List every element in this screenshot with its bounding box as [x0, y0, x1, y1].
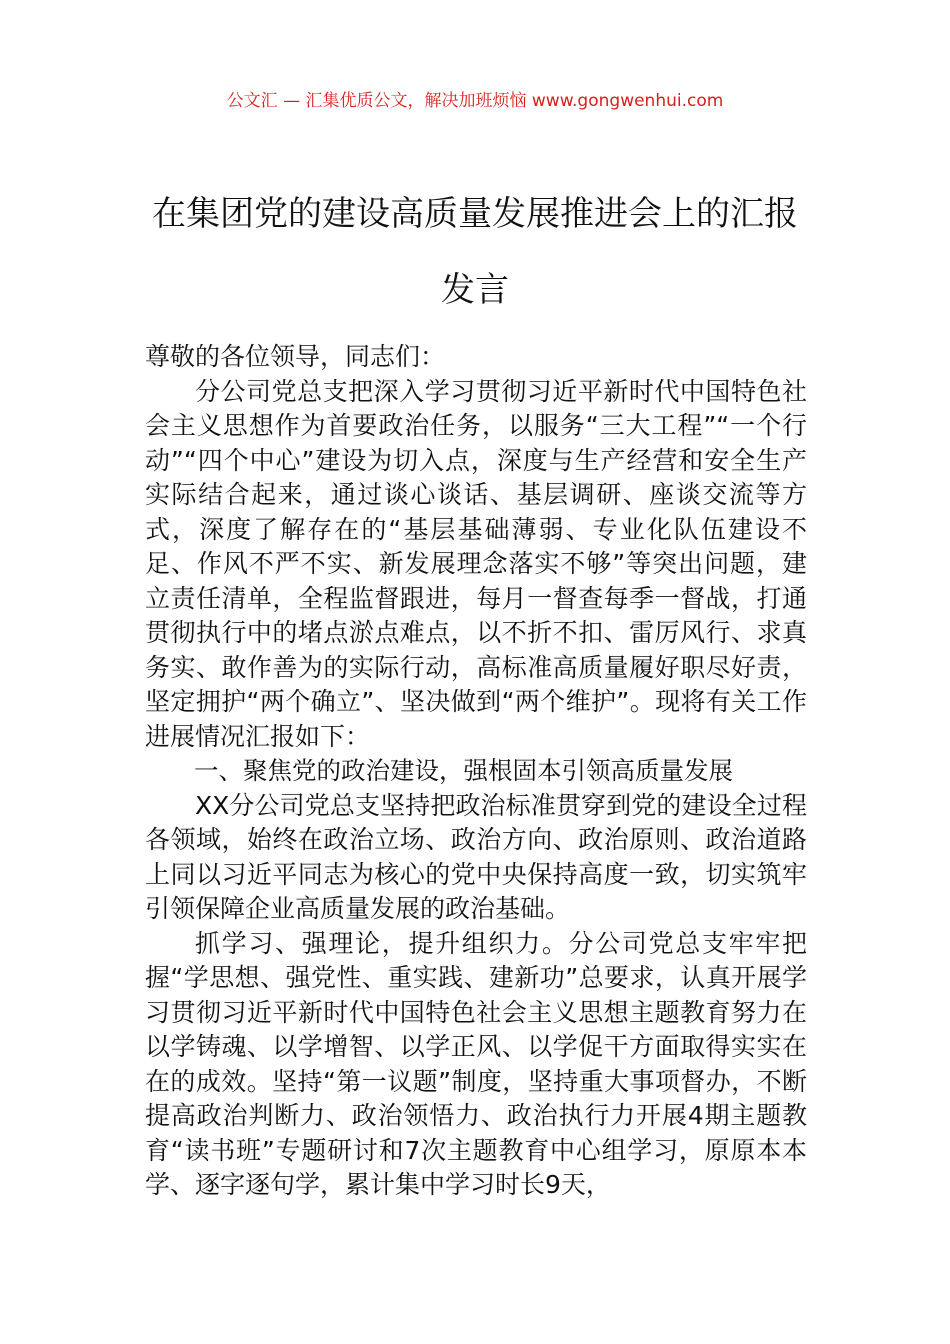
document-title: 在集团党的建设高质量发展推进会上的汇报发言 — [152, 194, 798, 310]
paragraph-section-1: XX分公司党总支坚持把政治标准贯穿到党的建设全过程各领域，始终在政治立场、政治方向、政治原则、政治道路上同以习近平同志为核心的党中央保持高度一致，切实筑牢引领保障企业高质量发展的政治基础。 — [145, 790, 807, 923]
section-heading-1: 一、聚焦党的政治建设，强根固本引领高质量发展 — [194, 756, 733, 785]
salutation: 尊敬的各位领导，同志们： — [145, 342, 446, 371]
paragraph-study: 抓学习、强理论，提升组织力。分公司党总支牢牢把握“学思想、强党性、重实践、建新功”总要求，认真开展学习贯彻习近平新时代中国特色社会主义思想主题教育努力在以学铸魂、以学增智、以学正风、以学促干方面取得实实在在的成效。坚持“第一议题”制度，坚持重大事项督办，不断提高政治判断力、政治领悟力、政治执行力开展4期主题教育“读书班”专题研讨和7次主题教育中心组学习，原原本本学、逐字逐句学，累计集中学习时长9天， — [145, 928, 807, 1199]
site-header-banner: 公文汇 — 汇集优质公文，解决加班烦恼 www.gongwenhui.com — [226, 91, 724, 111]
document-body — [145, 340, 807, 1203]
paragraph-intro: 分公司党总支把深入学习贯彻习近平新时代中国特色社会主义思想作为首要政治任务，以服务“三大工程”“一个行动”“四个中心”建设为切入点，深度与生产经营和安全生产实际结合起来，通过谈心谈话、基层调研、座谈交流等方式，深度了解存在的“基层基础薄弱、专业化队伍建设不足、作风不严不实、新发展理念落实不够”等突出问题，建立责任清单，全程监督跟进，每月一督查每季一督战，打通贯彻执行中的堵点淤点难点，以不折不扣、雷厉风行、求真务实、敢作善为的实际行动，高标准高质量履好职尽好责，坚定拥护“两个确立”、坚决做到“两个维护”。现将有关工作进展情况汇报如下： — [145, 376, 807, 751]
